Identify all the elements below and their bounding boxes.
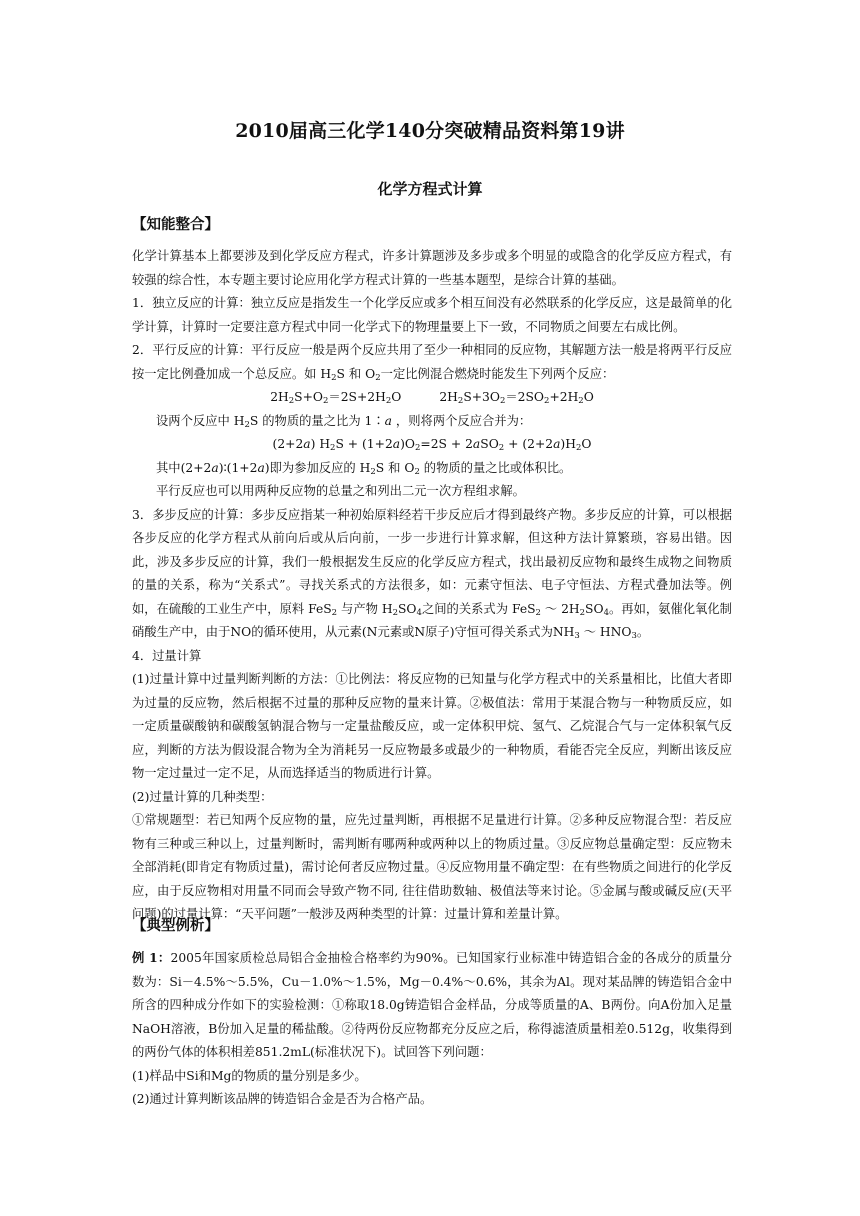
where-line: 其中(2+2a)∶(1+2a)即为参加反应的 $H_2S$ 和 $O_2$ 的物质的量之比或体积比。 (156, 460, 572, 477)
item-parallel-reaction: 2．平行反应的计算：平行反应一般是两个反应共用了至少一种相同的反应物，其解题方法一般是将两平行反应按一定比例叠加成一个总反应。如 $H_2S$ 和 $O_2$一定比例混合燃烧时能发生下列两个反应： (132, 343, 732, 383)
combined-equation: (2+2a) $H_2S + (1+2a)O_2=2S + 2aSO_2 + (2+2a)H_2O$ (272, 437, 592, 453)
section-heading-knowledge: 【知能整合】 (132, 217, 219, 233)
excess-types-heading: (2)过量计算的几种类型： (132, 789, 273, 804)
item-multistep-reaction: 3．多步反应的计算：多步反应指某一种初始原料经若干步反应后才得到最终产物。多步反应的计算，可以根据各步反应的化学方程式从前向后或从后向前，一步一步进行计算求解，但这种方法计算繁琐，容易出错。因此，涉及多步反应的计算，我们一般根据发生反应的化学反应方程式，找出最初反应物和最终生成物之间物质的量的关系，称为“关系式”。寻找关系式的方法很多，如：元素守恒法、电子守恒法、方程式叠加法等。例如，在硫酸的工业生产中，原料 FeS$_2$ 与产物 $H_2SO_4$之间的关系式为 FeS$_2$ ～ $2H_2SO_4$。再如，氨催化氧化制硝酸生产中，由于NO的循环使用，从元素(N元素或N原子)守恒可得关系式为$NH_3$ ～ $HNO_3$。 (132, 507, 732, 641)
item-excess-calc: 4．过量计算 (132, 648, 202, 663)
item-independent-reaction: 1．独立反应的计算：独立反应是指发生一个化学反应或多个相互间没有必然联系的化学反应，这是最简单的化学计算，计算时一定要注意方程式中同一化学式下的物理量要上下一致，不同物质之间要左右成比例。 (132, 296, 732, 334)
ratio-line: 设两个反应中 $H_2S$ 的物质的量之比为 1∶a ，则将两个反应合并为： (156, 413, 532, 430)
example-label: 例 1： (132, 950, 171, 965)
section-knowledge-body (132, 245, 732, 927)
question-2: (2)通过计算判断该品牌的铸造铝合金是否为合格产品。 (132, 1092, 433, 1106)
question-1: (1)样品中Si和Mg的物质的量分别是多少。 (132, 1068, 367, 1083)
excess-judgement-methods: (1)过量计算中过量判断判断的方法：①比例法：将反应物的已知量与化学方程式中的关系量相比，比值大者即为过量的反应物，然后根据不过量的那种反应物的量来计算。②极值法：常用于某混合物与一种物质反应，如一定质量碳酸钠和碳酸氢钠混合物与一定量盐酸反应，或一定体积甲烷、氢气、乙烷混合气与一定体积氧气反应，判断的方法为假设混合物为全为消耗另一反应物最多或最少的一种物质，看能否完全反应，判断出该反应物一定过量过一定不足，从而选择适当的物质进行计算。 (132, 672, 732, 780)
section-examples-body (132, 946, 732, 1112)
intro-paragraph: 化学计算基本上都要涉及到化学反应方程式，许多计算题涉及多步或多个明显的或隐含的化学反应方程式，有较强的综合性，本专题主要讨论应用化学方程式计算的一些基本题型，是综合计算的基础。 (132, 249, 732, 287)
example-1: 例 1：2005年国家质检总局铝合金抽检合格率约为90%。已知国家行业标准中铸造铝合金的各成分的质量分数为：Si－4.5%～5.5%，Cu－1.0%～1.5%，Mg－0.4%～0.6%，其余为Al。现对某品牌的铸造铝合金中所含的四种成分作如下的实验检测：①称取18.0g铸造铝合金样品，分成等质量的A、B两份。向A份加入足量NaOH溶液，B份加入足量的稀盐酸。②待两份反应物都充分反应之后，称得滤渣质量相差0.512g，收集得到的两份气体的体积相差851.2mL(标准状况下)。试回答下列问题： (132, 950, 732, 1059)
equation-pair: $2H_2S+O_2=2S+2H_2O$ $2H_2S+3O_2=2SO_2+2H_2O$ (270, 390, 594, 406)
page-title: 2010届高三化学140分突破精品资料第19讲 (235, 120, 625, 142)
page-subtitle: 化学方程式计算 (377, 180, 483, 198)
excess-types-list: ①常规题型：若已知两个反应物的量，应先过量判断，再根据不足量进行计算。②多种反应物混合型：若反应物有三种或三种以上，过量判断时，需判断有哪两种或两种以上的物质过量。③反应物总量确定型：反应物未全部消耗(即肯定有物质过量)，需讨论何者反应物过量。④反应物用量不确定型：在有些物质之间进行的化学反应，由于反应物相对用量不同而会导致产物不同, 往往借助数轴、极值法等来讨论。⑤金属与酸或碱反应(天平问题)的过量计算：“天平问题”一般涉及两种类型的计算：过量计算和差量计算。 (132, 813, 732, 921)
parallel-note: 平行反应也可以用两种反应物的总量之和列出二元一次方程组求解。 (156, 484, 525, 498)
section-heading-examples: 【典型例析】 (132, 918, 219, 934)
